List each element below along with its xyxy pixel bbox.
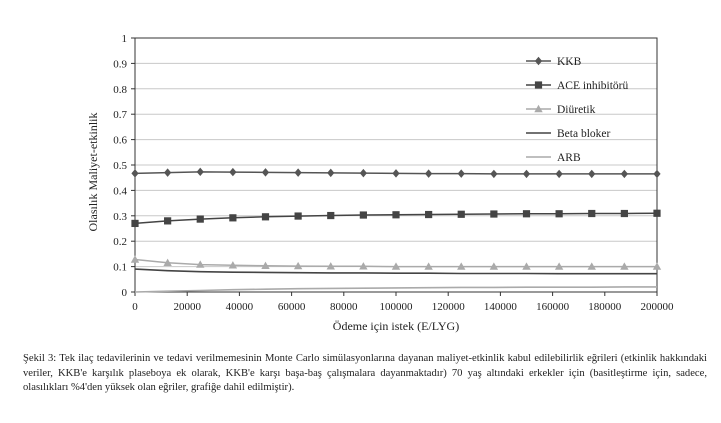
- x-tick-label: 160000: [536, 301, 570, 313]
- data-point-kkb: [197, 168, 204, 176]
- x-tick-label: 200000: [640, 301, 674, 313]
- y-tick-label: 0.9: [113, 58, 127, 71]
- data-point-kkb: [458, 169, 465, 177]
- data-point-kkb: [523, 170, 530, 178]
- data-point-kkb: [229, 168, 236, 176]
- legend-marker-ace-inhibit-r: [535, 81, 542, 88]
- legend-label-arb: ARB: [557, 152, 581, 164]
- data-point-kkb: [295, 168, 302, 176]
- data-point-kkb: [262, 168, 269, 176]
- data-point-kkb: [588, 170, 595, 178]
- y-tick-label: 0.5: [113, 160, 127, 172]
- x-tick-label: 20000: [173, 301, 201, 313]
- y-axis-ticks: [113, 33, 135, 299]
- data-point-ace-inhibit-r: [425, 211, 432, 218]
- x-tick-label: 100000: [379, 301, 413, 313]
- data-point-ace-inhibit-r: [360, 211, 367, 218]
- data-point-kkb: [556, 170, 563, 178]
- data-point-kkb: [131, 169, 138, 177]
- data-point-ace-inhibit-r: [490, 210, 497, 217]
- y-tick-label: 0: [121, 287, 127, 299]
- series-line-arb: [135, 287, 657, 292]
- data-point-ace-inhibit-r: [458, 211, 465, 218]
- data-point-kkb: [653, 170, 660, 178]
- legend-label-kkb: KKB: [557, 56, 582, 68]
- y-tick-label: 0.4: [113, 185, 127, 198]
- legend-label-di-retik: Diüretik: [557, 104, 596, 116]
- figure-caption: Şekil 3: Tek ilaç tedavilerinin ve tedavi verilmemesinin Monte Carlo simülasyonlarına dayanan maliyet-etkinlik kabul edilebilirlik eğrileri (etkinlik hakkındaki veriler, KKB'e karşılık plaseboya ek olarak, KKB'e karşı başa-baş çalışmalara dayanmaktadır) 70 yaş altındaki erkekler için (basitleştirme için, sadece, olasılıkları %4'den yüksek olan eğriler, grafiğe dahil edilmiştir).: [23, 353, 707, 393]
- data-point-ace-inhibit-r: [621, 210, 628, 217]
- data-point-kkb: [392, 169, 399, 177]
- data-point-ace-inhibit-r: [327, 212, 334, 219]
- data-point-ace-inhibit-r: [197, 216, 204, 223]
- data-point-kkb: [360, 169, 367, 177]
- legend-label-beta-bloker: Beta bloker: [557, 128, 611, 140]
- y-tick-label: 0.1: [113, 261, 127, 274]
- y-tick-label: 0.2: [113, 236, 127, 249]
- x-tick-label: 140000: [483, 301, 517, 313]
- x-tick-label: 180000: [588, 301, 622, 313]
- data-point-kkb: [621, 170, 628, 178]
- x-axis-title: Ödeme için istek (E/LYG): [332, 319, 460, 333]
- legend: [526, 56, 628, 164]
- gridlines: [135, 63, 657, 266]
- data-point-ace-inhibit-r: [164, 217, 171, 224]
- y-tick-label: 0.8: [113, 83, 127, 96]
- data-point-kkb: [164, 168, 171, 176]
- legend-marker-kkb: [535, 57, 542, 65]
- y-tick-label: 0.3: [113, 210, 127, 223]
- data-point-di-retik: [131, 255, 139, 262]
- data-point-kkb: [490, 170, 497, 178]
- legend-label-ace-inhibit-r: ACE inhibitörü: [557, 80, 629, 92]
- data-point-ace-inhibit-r: [262, 213, 269, 220]
- y-tick-label: 0.6: [113, 134, 127, 147]
- x-tick-label: 40000: [225, 301, 254, 313]
- x-tick-label: 120000: [431, 301, 465, 313]
- data-point-ace-inhibit-r: [295, 212, 302, 219]
- data-point-kkb: [327, 169, 334, 177]
- data-point-ace-inhibit-r: [229, 214, 236, 221]
- y-axis-title: Olasılık Maliyet-etkinlik: [86, 112, 100, 232]
- y-tick-label: 1: [121, 33, 127, 45]
- x-tick-label: 0: [132, 301, 138, 313]
- x-tick-label: 60000: [277, 301, 306, 313]
- y-tick-label: 0.7: [113, 109, 127, 122]
- data-point-ace-inhibit-r: [556, 210, 563, 217]
- data-point-kkb: [425, 169, 432, 177]
- data-point-ace-inhibit-r: [131, 220, 138, 227]
- data-point-ace-inhibit-r: [653, 210, 660, 217]
- data-point-ace-inhibit-r: [523, 210, 530, 217]
- x-axis-ticks: [132, 292, 674, 313]
- data-point-ace-inhibit-r: [392, 211, 399, 218]
- x-tick-label: 80000: [330, 301, 358, 313]
- data-point-ace-inhibit-r: [588, 210, 595, 217]
